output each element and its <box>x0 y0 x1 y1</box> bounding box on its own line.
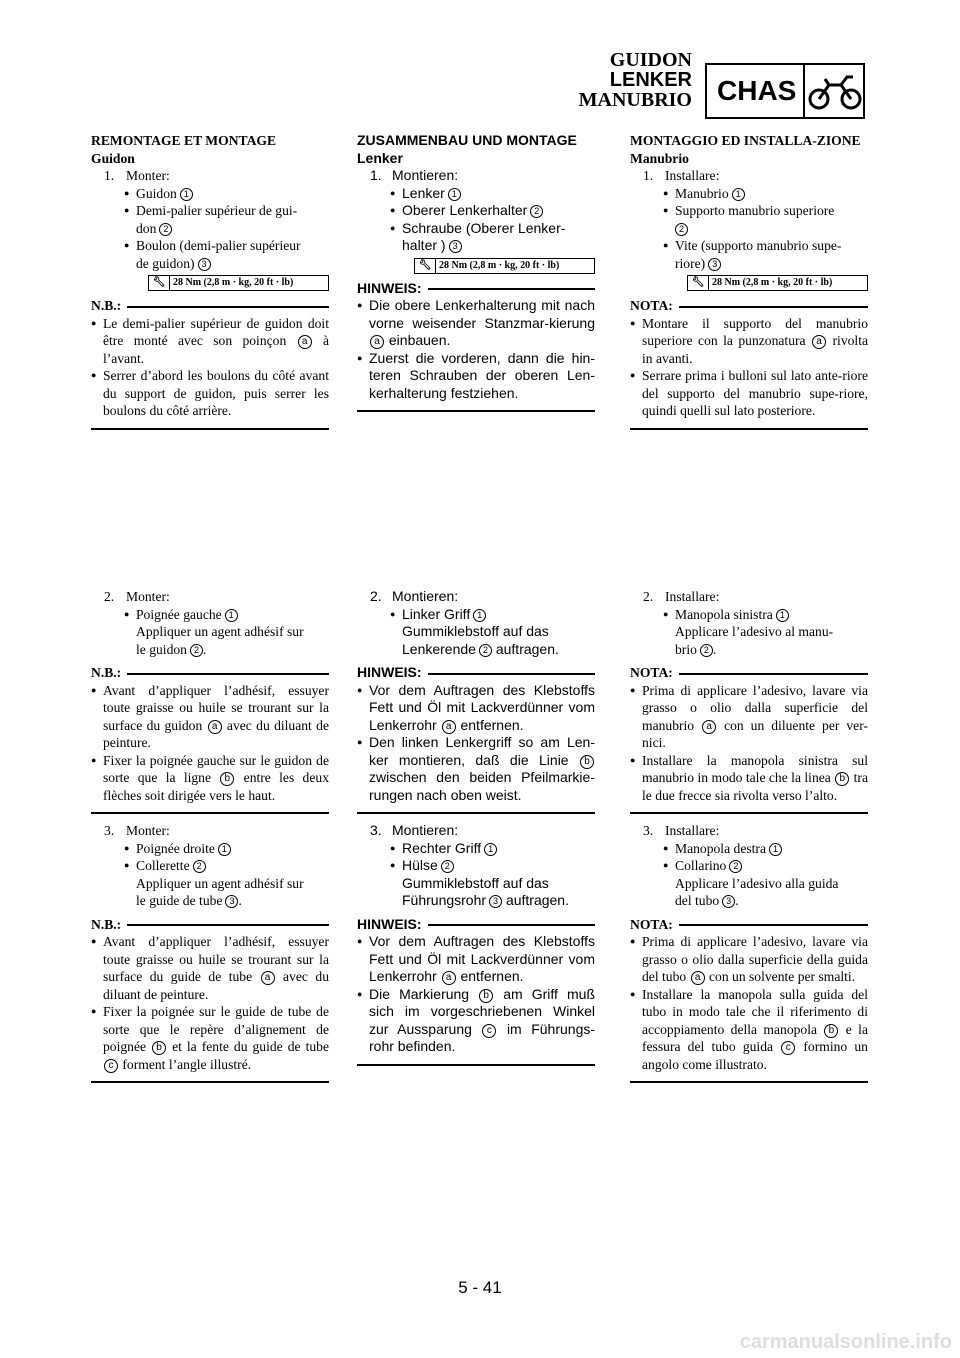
fr-note-3-bullet-2: ● Fixer la poignée sur le guide de tube de sorte que le repère d’alignement de poignée b et la fente du guide de tube c forment l’angle illustré. <box>91 1003 329 1073</box>
it-step-2-text: Applicare l’adesivo al manu- brio 2 . <box>675 624 834 657</box>
section-code: CHAS <box>717 75 797 106</box>
de-note-3-header: HINWEIS: <box>357 916 595 934</box>
de-note-2-bullet-2: ● Den linken Lenkergriff so am Len-ker montieren, daß die Linie b zwischen den beiden Pfeilmarkie-rungen nach oben weist. <box>357 734 595 804</box>
divider <box>91 1081 329 1083</box>
de-note-1-bullet-1: ● Die obere Lenkerhalterung mit nach vorne weisender Stanzmar-kierung a einbauen. <box>357 297 595 350</box>
fr-note-1-header: N.B.: <box>91 297 329 315</box>
section-badge <box>705 63 865 119</box>
de-note-2-bullet-1: ● Vor dem Auftragen des Klebstoffs Fett und Öl mit Lackverdünner vom Lenkerrohr a entfernen. <box>357 682 595 735</box>
it-note-2-bullet-2: ● Installare la manopola sinistra sul manubrio in modo tale che la linea b tra le due frecce sia rivolta verso l’alto. <box>630 752 868 805</box>
watermark: carmanualsonline.info <box>739 1331 952 1353</box>
divider <box>630 428 868 430</box>
it-step-1: 1. Installare: <box>643 168 720 183</box>
fr-step-3-item-1: ● Poignée droite 1 <box>91 840 329 858</box>
section-titles <box>579 50 692 110</box>
it-note-3-bullet-1: ● Prima di applicare l’adesivo, lavare via grasso o olio dalla superficie della guida del tubo a con un solvente per smalti. <box>630 933 868 986</box>
it-note-2-header: NOTA: <box>630 664 868 682</box>
fr-torque-spec: 🔧︎ 28 Nm (2,8 m · kg, 20 ft · lb) <box>148 275 329 291</box>
divider <box>91 428 329 430</box>
de-step-3-text: Gummiklebstoff auf das Führungsrohr 3 auftragen. <box>402 874 569 908</box>
it-note-1-bullet-2: ● Serrare prima i bulloni sul lato ante-riore del supporto del manubrio supe-riore, quindi quelli sul lato posteriore. <box>630 367 868 420</box>
title-it: MANUBRIO <box>578 89 692 111</box>
de-step-2: 2. Montieren: <box>370 588 459 604</box>
de-block-2 <box>357 588 595 1066</box>
de-torque-spec: 🔧︎ 28 Nm (2,8 m · kg, 20 ft · lb) <box>414 258 595 274</box>
it-torque-spec: 🔧︎ 28 Nm (2,8 m · kg, 20 ft · lb) <box>687 275 868 291</box>
fr-note-3-bullet-1: ● Avant d’appliquer l’adhésif, essuyer toute graisse ou huile se trourant sur la surface du guide de tube a avec du diluant de peinture. <box>91 933 329 1003</box>
divider <box>91 812 329 814</box>
fr-note-1-bullet-1: ● Le demi-palier supérieur de guidon doit être monté avec son poinçon a à l’avant. <box>91 315 329 368</box>
motorcycle-icon <box>807 69 863 115</box>
de-subheading: Lenker <box>357 149 403 166</box>
it-note-1-bullet-1: ● Montare il supporto del manubrio superiore con la punzonatura a rivolta in avanti. <box>630 315 868 368</box>
it-step-3-item-2: ● Collarino 2 <box>630 857 868 875</box>
de-note-3-bullet-1: ● Vor dem Auftragen des Klebstoffs Fett und Öl mit Lackverdünner vom Lenkerrohr a entfernen. <box>357 933 595 986</box>
it-note-2-bullet-1: ● Prima di applicare l’adesivo, lavare via grasso o olio dalla superficie del manubrio a con un diluente per ver-nici. <box>630 682 868 752</box>
it-step-2: 2. Installare: <box>643 589 720 604</box>
fr-step-1-item-2: ● Demi-palier supérieur de gui- don 2 <box>91 202 329 237</box>
wrench-icon: 🔧︎ <box>149 276 170 290</box>
fr-note-3-header: N.B.: <box>91 916 329 934</box>
fr-step-2-text: Appliquer un agent adhésif sur le guidon 2 . <box>136 624 304 657</box>
it-block-2 <box>630 588 868 1083</box>
wrench-icon: 🔧︎ <box>415 259 436 273</box>
title-de: LENKER <box>609 69 692 91</box>
de-note-1-header: HINWEIS: <box>357 280 595 298</box>
divider <box>357 410 595 412</box>
fr-subheading: Guidon <box>91 150 135 166</box>
it-step-2-item-1: ● Manopola sinistra 1 <box>630 606 868 624</box>
page-number: 5 - 41 <box>458 1278 502 1297</box>
de-step-1: 1. Montieren: <box>370 167 459 183</box>
de-step-2-item-1: ● Linker Griff 1 <box>357 606 595 624</box>
de-step-1-item-1: ● Lenker 1 <box>357 185 595 203</box>
fr-step-1-item-3: ● Boulon (demi-palier supérieur de guidon) 3 <box>91 237 329 272</box>
de-step-2-text: Gummiklebstoff auf das Lenkerende 2 auftragen. <box>402 623 559 657</box>
de-step-1-item-2: ● Oberer Lenkerhalter 2 <box>357 202 595 220</box>
it-step-1-item-1: ● Manubrio 1 <box>630 185 868 203</box>
it-heading: MONTAGGIO ED INSTALLA-ZIONE <box>630 133 861 148</box>
divider <box>357 1064 595 1066</box>
it-block-1 <box>630 132 868 430</box>
fr-note-2-bullet-2: ● Fixer la poignée gauche sur le guidon de sorte que la ligne b entre les deux flèches soit dirigée vers le haut. <box>91 752 329 805</box>
de-note-3-bullet-2: ● Die Markierung b am Griff muß sich im vorgeschriebenen Winkel zur Aussparung c im Führungs-rohr befinden. <box>357 986 595 1056</box>
de-note-2-header: HINWEIS: <box>357 664 595 682</box>
de-step-3-item-1: ● Rechter Griff 1 <box>357 840 595 858</box>
fr-step-3-item-2: ● Collerette 2 <box>91 857 329 875</box>
fr-note-2-header: N.B.: <box>91 664 329 682</box>
fr-note-2-bullet-1: ● Avant d’appliquer l’adhésif, essuyer toute graisse ou huile se trourant sur la surface du guidon a avec du diluant de peinture. <box>91 682 329 752</box>
fr-step-3: 3. Monter: <box>104 823 170 838</box>
it-note-3-header: NOTA: <box>630 916 868 934</box>
it-step-3: 3. Installare: <box>643 823 720 838</box>
fr-heading: REMONTAGE ET MONTAGE <box>91 133 277 148</box>
it-step-3-text: Applicare l’adesivo alla guida del tubo 3 . <box>675 875 839 908</box>
wrench-icon: 🔧︎ <box>688 276 709 290</box>
fr-block-1 <box>91 132 329 430</box>
it-step-1-item-3: ● Vite (supporto manubrio supe- riore) 3 <box>630 237 868 272</box>
it-step-1-item-2: ● Supporto manubrio superiore 2 <box>630 202 868 237</box>
it-note-1-header: NOTA: <box>630 297 868 315</box>
fr-step-2-item-1: ● Poignée gauche 1 <box>91 606 329 624</box>
fr-block-2 <box>91 588 329 1083</box>
fr-step-1-item-1: ● Guidon 1 <box>91 185 329 203</box>
badge-divider <box>803 65 805 117</box>
de-block-1 <box>357 132 595 412</box>
de-heading: ZUSAMMENBAU UND MONTAGE <box>357 132 577 148</box>
fr-step-3-text: Appliquer un agent adhésif sur le guide de tube 3 . <box>136 875 304 908</box>
fr-step-1: 1. Monter: <box>104 168 170 183</box>
divider <box>630 1081 868 1083</box>
it-step-3-item-1: ● Manopola destra 1 <box>630 840 868 858</box>
de-note-1-bullet-2: ● Zuerst die vorderen, dann die hin-teren Schrauben der oberen Len-kerhalterung festziehen. <box>357 350 595 403</box>
de-step-3: 3. Montieren: <box>370 822 459 838</box>
divider <box>357 812 595 814</box>
it-subheading: Manubrio <box>630 150 689 166</box>
de-step-1-item-3: ● Schraube (Oberer Lenker- halter ) 3 <box>357 220 595 255</box>
fr-note-1-bullet-2: ● Serrer d’abord les boulons du côté avant du support de guidon, puis serrer les boulons du côté arrière. <box>91 367 329 420</box>
title-fr: GUIDON <box>609 49 692 71</box>
de-step-3-item-2: ● Hülse 2 <box>357 857 595 875</box>
divider <box>630 812 868 814</box>
fr-step-2: 2. Monter: <box>104 589 170 604</box>
it-note-3-bullet-2: ● Installare la manopola sulla guida del tubo in modo tale che il riferimento di accoppiamento della manopola b e la fessura del tubo guida c formino un angolo come illustrato. <box>630 986 868 1074</box>
